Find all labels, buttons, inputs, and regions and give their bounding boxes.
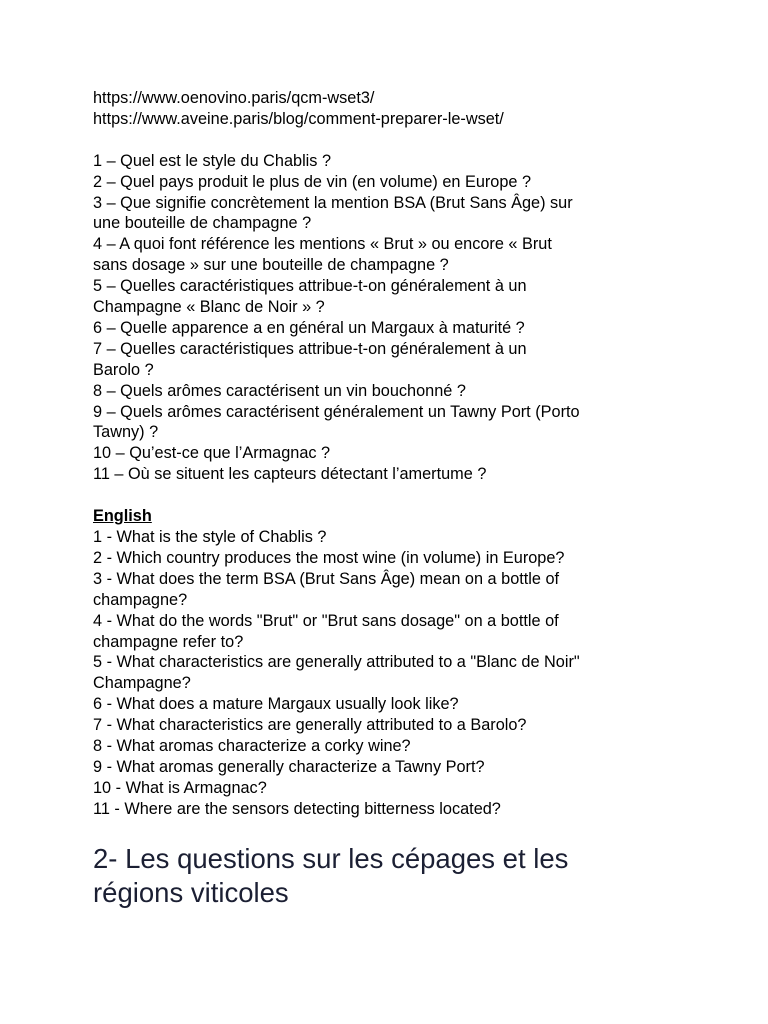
english-question-line: 8 - What aromas characterize a corky wine? (93, 737, 411, 756)
french-question-line: 3 – Que signifie concrètement la mention BSA (Brut Sans Âge) sur (93, 193, 573, 212)
french-question-list (93, 151, 733, 486)
english-question-line: 7 - What characteristics are generally attributed to a Barolo? (93, 716, 527, 735)
french-question-line: Barolo ? (93, 360, 154, 379)
english-question-line: 11 - Where are the sensors detecting bitterness located? (93, 799, 501, 818)
french-question-line: 1 – Quel est le style du Chablis ? (93, 151, 332, 170)
spacer (93, 485, 733, 506)
english-question-line: champagne refer to? (93, 632, 244, 651)
french-question-line: 10 – Qu’est-ce que l’Armagnac ? (93, 444, 331, 463)
french-question-line: une bouteille de champagne ? (93, 214, 312, 233)
english-question-line: 5 - What characteristics are generally attributed to a "Blanc de Noir" (93, 653, 580, 672)
section-heading-line: 2- Les questions sur les cépages et les (93, 842, 569, 874)
french-question-line: 5 – Quelles caractéristiques attribue-t-on généralement à un (93, 277, 527, 296)
french-question-line: 7 – Quelles caractéristiques attribue-t-on généralement à un (93, 339, 527, 358)
french-question-line: 2 – Quel pays produit le plus de vin (en volume) en Europe ? (93, 172, 532, 191)
french-question-line: 11 – Où se situent les capteurs détectant l’amertume ? (93, 465, 487, 484)
link-oenovino[interactable]: https://www.oenovino.paris/qcm-wset3/ (93, 89, 375, 107)
french-question-line: Tawny) ? (93, 423, 159, 442)
spacer (93, 130, 733, 151)
english-section-label: English (93, 507, 152, 526)
english-question-line: 1 - What is the style of Chablis ? (93, 528, 327, 546)
english-question-line: 2 - Which country produces the most wine (in volume) in Europe? (93, 548, 565, 567)
french-question-line: 6 – Quelle apparence a en général un Margaux à maturité ? (93, 318, 525, 337)
english-question-line: 6 - What does a mature Margaux usually look like? (93, 695, 459, 714)
french-question-line: sans dosage » sur une bouteille de champagne ? (93, 256, 449, 275)
document-page (93, 88, 733, 933)
french-question-line: 9 – Quels arômes caractérisent généralement un Tawny Port (Porto (93, 402, 580, 421)
english-question-line: 9 - What aromas generally characterize a Tawny Port? (93, 757, 485, 776)
french-question-line: 8 – Quels arômes caractérisent un vin bouchonné ? (93, 381, 466, 400)
french-question-line: 4 – A quoi font référence les mentions « Brut » ou encore « Brut (93, 235, 552, 254)
english-question-line: 4 - What do the words "Brut" or "Brut sans dosage" on a bottle of (93, 611, 559, 630)
section-heading-line: régions viticoles (93, 876, 289, 908)
english-question-line: champagne? (93, 590, 188, 609)
english-question-line: Champagne? (93, 674, 191, 693)
english-question-line: 10 - What is Armagnac? (93, 778, 267, 797)
french-question-line: Champagne « Blanc de Noir » ? (93, 298, 325, 317)
english-question-line: 3 - What does the term BSA (Brut Sans Âge) mean on a bottle of (93, 569, 560, 588)
section-heading (93, 842, 733, 910)
link-aveine[interactable]: https://www.aveine.paris/blog/comment-preparer-le-wset/ (93, 109, 504, 128)
english-question-list (93, 527, 733, 820)
